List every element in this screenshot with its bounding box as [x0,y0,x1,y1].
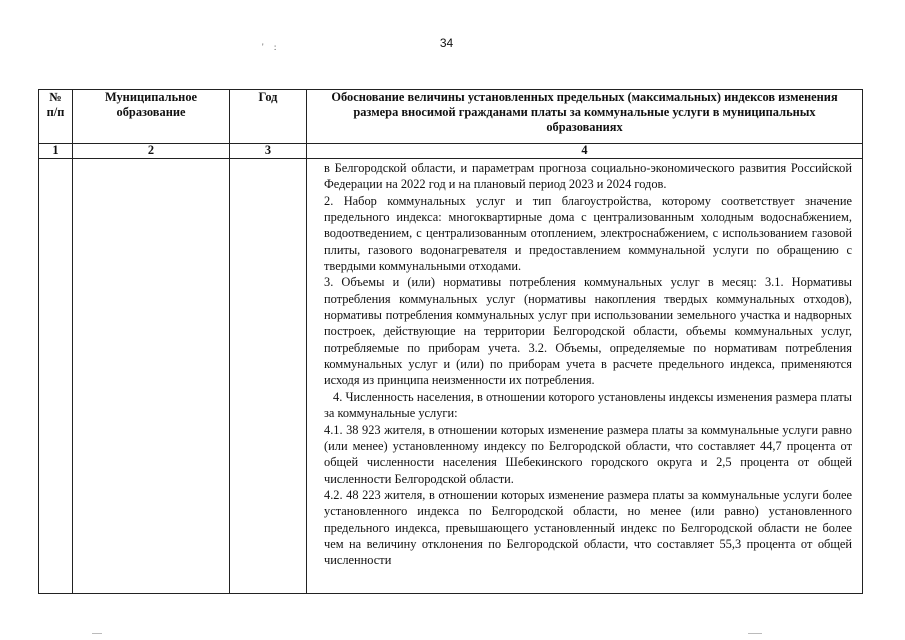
column-number: 1 [39,144,73,159]
page-number: 34 [439,36,454,50]
paragraph: 3. Объемы и (или) нормативы потребления коммунальных услуг в месяц: 3.1. Нормативы потребления коммунальных услуг (нормативы накопления твердых коммунальных отходов), нормативы потребления коммунальных услуг при использовании земельного участка и надворных построек, действующие на территории Белгородской области, объемы коммунальных услуг, потребляемые по приборам учета. 3.2. Объемы, определяемые по нормативам потребления коммунальных услуг и (или) по приборам учета в расчете предельного индекса, применяются исходя из принципа неизменности их потребления. [324,275,852,388]
table-header-row [39,90,863,144]
table-body-row [39,159,863,594]
justification-table [38,89,863,594]
column-number: 3 [230,144,307,159]
cell-num [39,159,73,594]
column-number: 2 [73,144,230,159]
paragraph: 4.2. 48 223 жителя, в отношении которых изменение размера платы за коммунальные услуги более установленного индекса по Белгородской области, но менее (или равно) установленного предельного индекса, превышающего установленный индекс по Белгородской области не более чем на величину отклонения по Белгородской области, что составляет 55,3 процента от общей численности [324,487,852,568]
justification-text [307,159,862,593]
header-year: Год [230,90,307,144]
header-municipality: Муниципальное образование [73,90,230,144]
paragraph: 4.1. 38 923 жителя, в отношении которых изменение размера платы за коммунальные услуги равно (или менее) установленному индексу по Белгородской области, что составляет 44,7 процента от общей численности населения Шебекинского городского округа и 2,5 процента от общей численности Белгородской области. [324,422,852,486]
cell-justification [307,159,863,594]
header-justification: Обоснование величины установленных предельных (максимальных) индексов изменения размера вносимой гражданами платы за коммунальные услуги в муниципальных образованиях [307,90,863,144]
scan-mark [748,633,762,634]
paragraph: в Белгородской области, и параметрам прогноза социально-экономического развития Российской Федерации на 2022 год и на плановый период 2023 и 2024 годов. [324,161,852,192]
paragraph: 2. Набор коммунальных услуг и тип благоустройства, которому соответствует значение предельного индекса: многоквартирные дома с централизованным холодным водоснабжением, водоотведением, с централизованным отоплением, электроснабжением, с использованием газовой плиты, газового водонагревателя и предоставлением коммунальной услуги по обращению с твердыми коммунальными отходами. [324,193,852,274]
cell-year [230,159,307,594]
column-number: 4 [307,144,863,159]
scan-speck: ' : [262,42,281,52]
paragraph: 4. Численность населения, в отношении которого установлены индексы изменения размера платы за коммунальные услуги: [324,389,852,421]
scan-mark [92,633,102,634]
cell-municipality [73,159,230,594]
header-num: № п/п [39,90,73,144]
column-number-row [39,144,863,159]
